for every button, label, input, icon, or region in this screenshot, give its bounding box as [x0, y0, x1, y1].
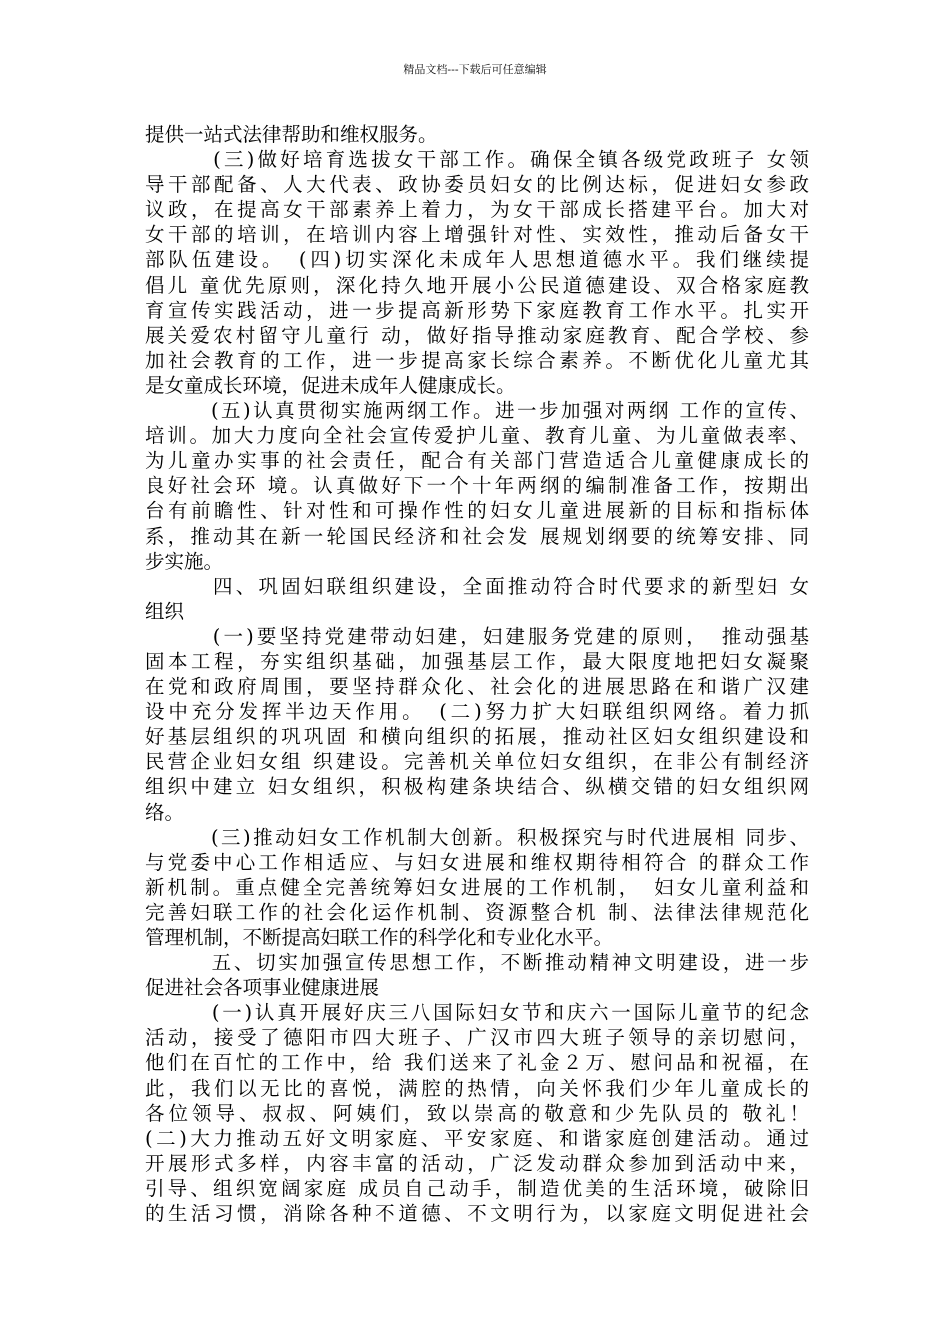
text-line: (二)大力推动五好文明家庭、平安家庭、和谐家庭创建活动。通过 [145, 1126, 809, 1150]
text-line: 是女童成长环境，促进未成年人健康成长。 [145, 373, 516, 397]
text-line: (三)推动妇女工作机制大创新。积极探究与时代进展相 同步、 [145, 825, 809, 849]
text-line: 良好社会环 境。认真做好下一个十年两纲的编制准备工作，按期出 [145, 474, 809, 498]
text-line: 组织中建立 妇女组织，积极构建条块结合、纵横交错的妇女组织网 [145, 775, 809, 799]
text-line: 台有前瞻性、针对性和可操作性的妇女儿童进展新的目标和指标体 [145, 499, 809, 523]
text-line: 各位领导、叔叔、阿姨们，致以崇高的敬意和少先队员的 敬礼！ [145, 1101, 809, 1125]
text-line: 民营企业妇女组 织建设。完善机关单位妇女组织，在非公有制经济 [145, 750, 809, 774]
text-line: 导干部配备、人大代表、政协委员妇女的比例达标，促进妇女参政 [145, 173, 809, 197]
text-line: 好基层组织的巩巩固 和横向组织的拓展，推动社区妇女组织建设和 [145, 725, 809, 749]
text-line: 完善妇联工作的社会化运作机制、资源整合机 制、法律法律规范化 [145, 900, 809, 924]
text-line: 展关爱农村留守儿童行 动，做好指导推动家庭教育、配合学校、参 [145, 323, 809, 347]
text-line: 倡儿 童优先原则，深化持久地开展小公民道德建设、双合格家庭教 [145, 273, 809, 297]
text-line: 培训。加大力度向全社会宣传爱护儿童、教育儿童、为儿童做表率、 [145, 424, 809, 448]
text-line: 活动，接受了德阳市四大班子、广汉市四大班子领导的亲切慰问， [145, 1026, 809, 1050]
text-line: 他们在百忙的工作中，给 我们送来了礼金２万、慰问品和祝福，在 [145, 1051, 809, 1075]
text-line: 步实施。 [145, 549, 224, 573]
text-line: (一)认真开展好庆三八国际妇女节和庆六一国际儿童节的纪念 [145, 1001, 809, 1025]
text-line: 在党和政府周围，要坚持群众化、社会化的进展思路在和谐广汉建 [145, 675, 809, 699]
text-line: 与党委中心工作相适应、与妇女进展和维权期待相符合 的群众工作 [145, 850, 809, 874]
text-line: 设中充分发挥半边天作用。 (二)努力扩大妇联组织网络。着力抓 [145, 700, 809, 724]
text-line: 的生活习惯，消除各种不道德、不文明行为，以家庭文明促进社会 [145, 1202, 809, 1226]
text-line: 加社会教育的工作，进一步提高家长综合素养。不断优化儿童尤其 [145, 348, 809, 372]
text-line: (一)要坚持党建带动妇建，妇建服务党建的原则， 推动强基 [145, 624, 809, 648]
text-line: 开展形式多样，内容丰富的活动，广泛发动群众参加到活动中来， [145, 1151, 809, 1175]
text-line: 议政，在提高女干部素养上着力，为女干部成长搭建平台。加大对 [145, 198, 809, 222]
document-body [145, 122, 809, 1226]
text-line: 系，推动其在新一轮国民经济和社会发 展规划纲要的统筹安排、同 [145, 524, 809, 548]
text-line: 为儿童办实事的社会责任，配合有关部门营造适合儿童健康成长的 [145, 449, 809, 473]
text-line: 管理机制，不断提高妇联工作的科学化和专业化水平。 [145, 926, 614, 949]
text-line: 此，我们以无比的喜悦，满腔的热情，向关怀我们少年儿童成长的 [145, 1076, 809, 1100]
text-line: 固本工程，夯实组织基础，加强基层工作，最大限度地把妇女凝聚 [145, 649, 809, 673]
page-header: 精品文档---下载后可任意编辑 [403, 63, 547, 76]
text-line: 女干部的培训，在培训内容上增强针对性、实效性，推动后备女干 [145, 223, 809, 247]
text-line: (三)做好培育选拔女干部工作。确保全镇各级党政班子 女领 [145, 148, 809, 172]
text-line: 组织 [145, 599, 185, 623]
text-line: 络。 [145, 800, 185, 824]
text-line: 促进社会各项事业健康进展 [145, 976, 380, 1000]
text-line: (五)认真贯彻实施两纲工作。进一步加强对两纲 工作的宣传、 [145, 399, 809, 423]
text-line: 部队伍建设。 (四)切实深化未成年人思想道德水平。我们继续提 [145, 248, 809, 272]
text-line: 五、切实加强宣传思想工作，不断推动精神文明建设，进一步 [145, 951, 809, 975]
text-line: 四、巩固妇联组织建设，全面推动符合时代要求的新型妇 女 [145, 574, 809, 598]
text-line: 提供一站式法律帮助和维权服务。 [145, 123, 438, 146]
text-line: 引导、组织宽阔家庭 成员自己动手，制造优美的生活环境，破除旧 [145, 1176, 809, 1200]
text-line: 育宣传实践活动，进一步提高新形势下家庭教育工作水平。扎实开 [145, 298, 809, 322]
text-line: 新机制。重点健全完善统筹妇女进展的工作机制， 妇女儿童利益和 [145, 875, 809, 899]
